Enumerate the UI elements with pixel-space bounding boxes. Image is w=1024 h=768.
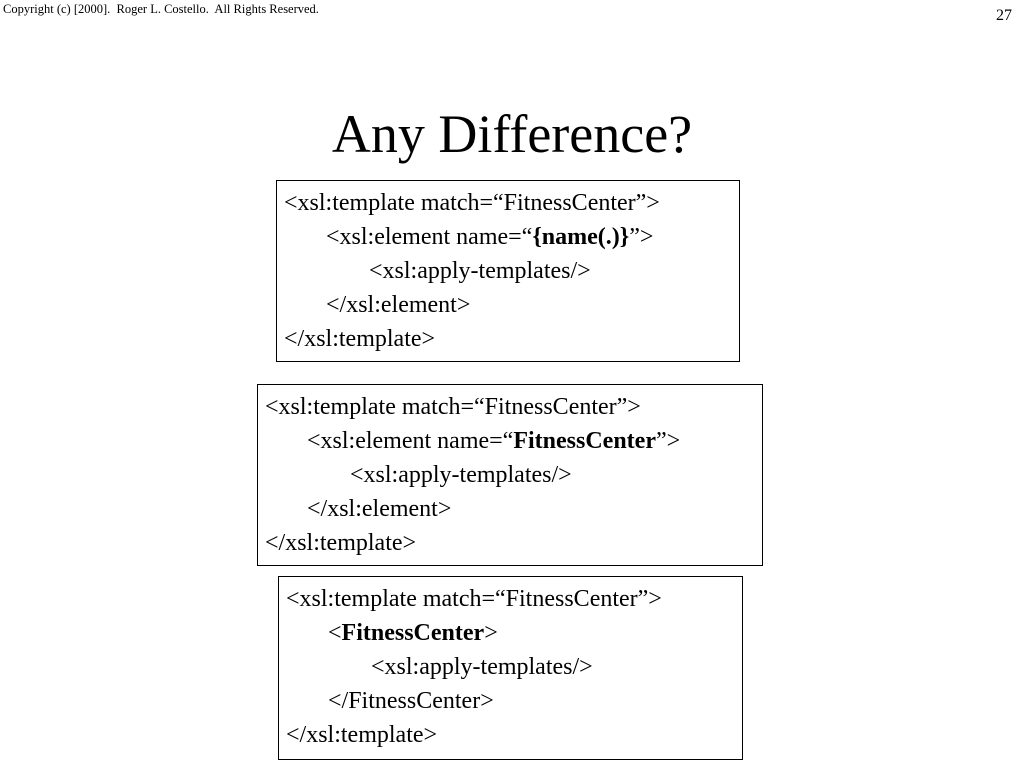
code-line: <xsl:apply-templates/>	[371, 654, 593, 680]
code-line: </xsl:template>	[284, 326, 436, 352]
code-line	[328, 616, 498, 650]
code-highlight: FitnessCenter	[513, 428, 656, 454]
code-text: <	[328, 620, 342, 646]
code-highlight: {name(.)}	[532, 224, 630, 250]
page-number: 27	[996, 7, 1012, 24]
code-line: <xsl:apply-templates/>	[350, 462, 572, 488]
code-line	[326, 220, 653, 254]
code-highlight: FitnessCenter	[341, 620, 485, 646]
slide-title: Any Difference?	[331, 104, 693, 164]
code-line: <xsl:template match=“FitnessCenter”>	[284, 190, 660, 216]
code-text: ”>	[629, 224, 654, 250]
code-line: <xsl:template match=“FitnessCenter”>	[265, 394, 641, 420]
code-line: </xsl:element>	[326, 292, 471, 318]
code-line	[307, 424, 680, 458]
code-line: </FitnessCenter>	[328, 688, 494, 714]
code-box-literal-element	[278, 576, 743, 760]
code-text: <xsl:element name=“	[307, 428, 514, 454]
code-text: <xsl:element name=“	[326, 224, 533, 250]
code-text: >	[484, 620, 498, 646]
copyright-notice: Copyright (c) [2000]. Roger L. Costello. All Rights Reserved.	[3, 2, 319, 16]
code-line: <xsl:apply-templates/>	[369, 258, 591, 284]
code-line: </xsl:template>	[286, 722, 438, 748]
code-line: <xsl:template match=“FitnessCenter”>	[286, 586, 662, 612]
code-text: ”>	[655, 428, 681, 454]
code-line: </xsl:element>	[307, 496, 452, 522]
code-line: </xsl:template>	[265, 530, 417, 556]
code-box-dynamic-name	[276, 180, 740, 362]
code-box-literal-name	[257, 384, 763, 566]
